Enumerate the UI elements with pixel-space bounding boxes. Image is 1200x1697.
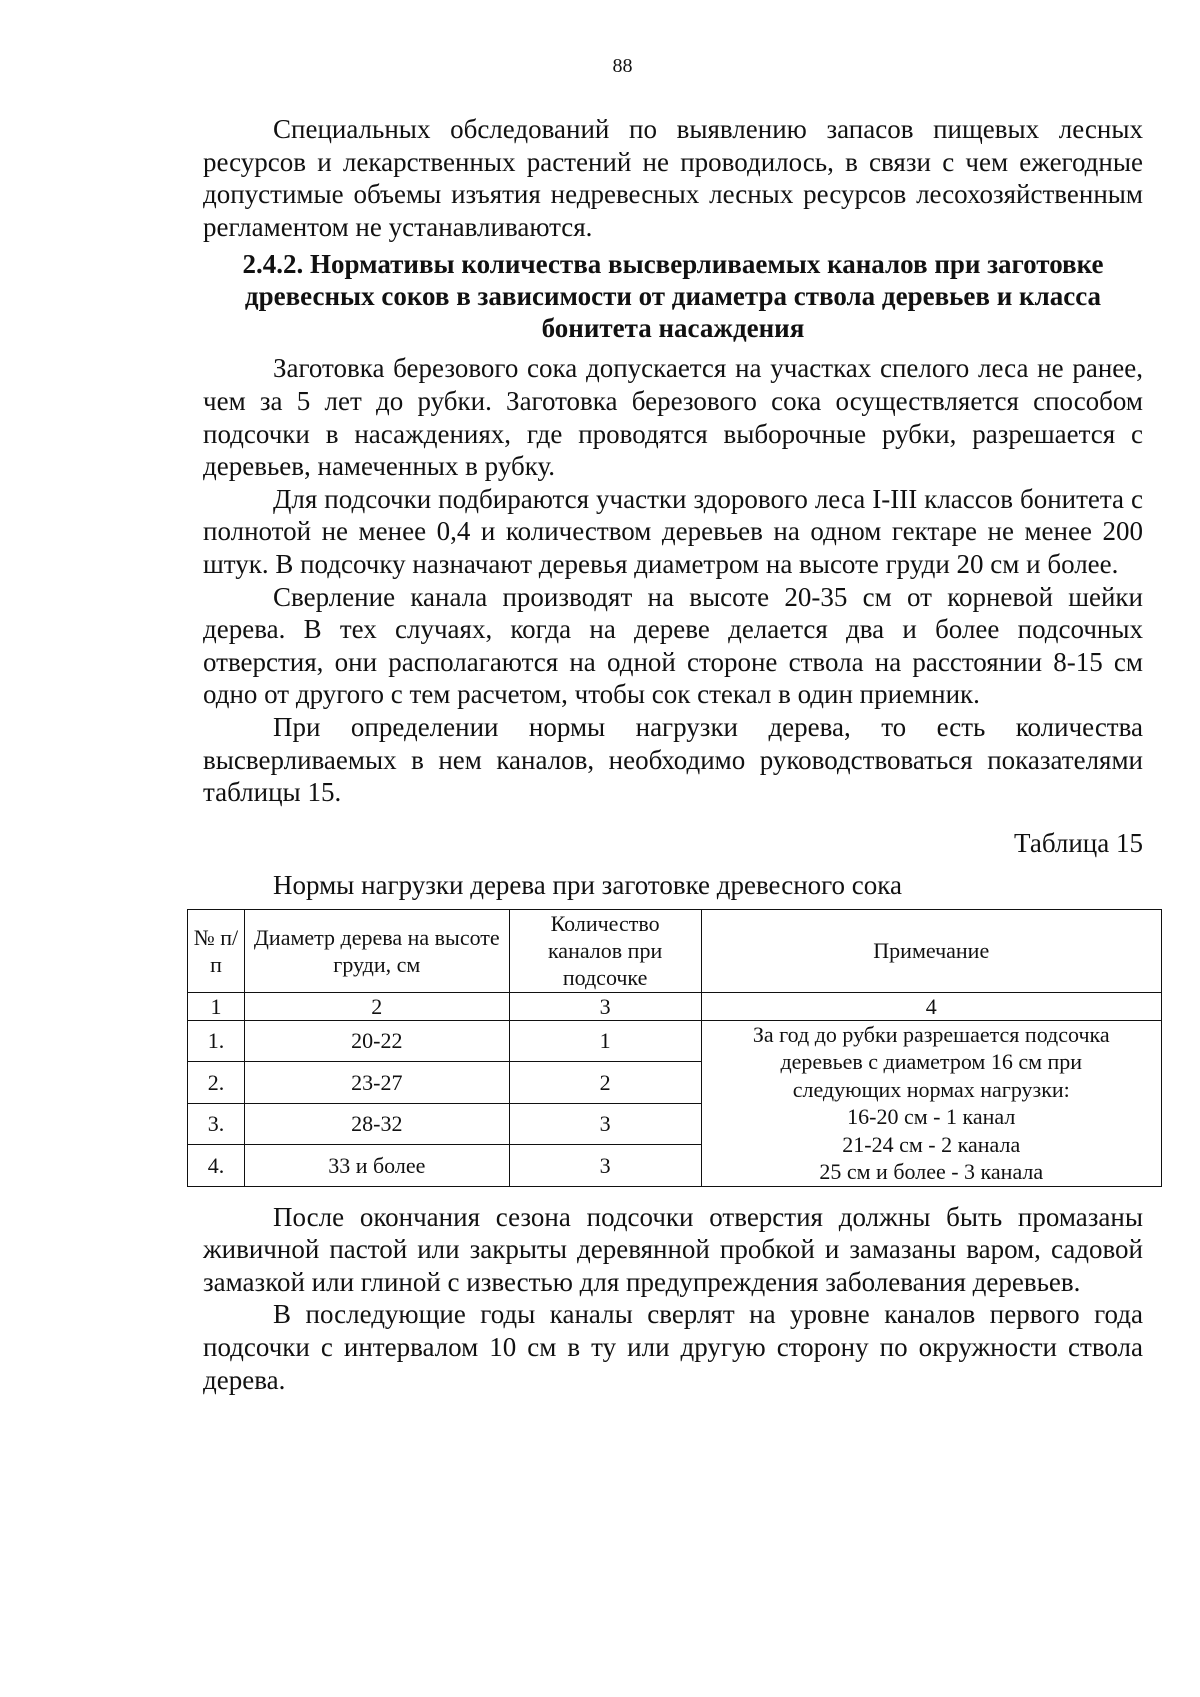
index-cell: 1	[188, 992, 245, 1020]
index-cell: 3	[509, 992, 701, 1020]
section-heading: 2.4.2. Нормативы количества высверливаемых каналов при заготовке древесных соков в зависимости от диаметра ствола деревьев и класса бонитета насаждения	[242, 249, 1104, 344]
row-channels: 2	[509, 1062, 701, 1104]
row-number: 4.	[188, 1145, 245, 1187]
row-number: 3.	[188, 1103, 245, 1145]
table-row	[188, 1020, 1162, 1062]
load-norms-table	[187, 909, 1162, 1187]
paragraph-load-norms: При определении нормы нагрузки дерева, то есть количества высверливаемых в нем каналов, необходимо руководствоваться показателями таблицы 15.	[203, 711, 1143, 808]
paragraph-intro: Специальных обследований по выявлению запасов пищевых лесных ресурсов и лекарственных растений не проводилось, в связи с чем ежегодные допустимые объемы изъятия недревесных лесных ресурсов лесохозяйственным регламентом не устанавливаются.	[203, 114, 1143, 242]
page-number: 88	[612, 55, 633, 77]
table-title: Нормы нагрузки дерева при заготовке древесного сока	[273, 869, 902, 900]
index-cell: 2	[244, 992, 509, 1020]
header-diameter: Диаметр дерева на высоте груди, см	[244, 909, 509, 992]
row-channels: 3	[509, 1145, 701, 1187]
note-line: 25 см и более - 3 канала	[819, 1159, 1044, 1185]
index-cell: 4	[701, 992, 1161, 1020]
paragraph-following-years: В последующие годы каналы сверлят на уровне каналов первого года подсочки с интервалом 10 см в ту или другую сторону по окружности ствола дерева.	[203, 1299, 1143, 1395]
note-line: 21-24 см - 2 канала	[842, 1131, 1021, 1157]
paragraph-after-season: После окончания сезона подсочки отверстия должны быть промазаны живичной пастой или закрыты деревянной пробкой и замазаны варом, садовой замазкой или глиной с известью для предупреждения заболевания деревьев.	[203, 1201, 1143, 1297]
row-diameter: 20-22	[244, 1020, 509, 1062]
note-line: 16-20 см - 1 канал	[847, 1104, 1016, 1130]
row-diameter: 28-32	[244, 1103, 509, 1145]
row-number: 2.	[188, 1062, 245, 1104]
header-channels: Количество каналов при подсочке	[509, 909, 701, 992]
row-number: 1.	[188, 1020, 245, 1062]
paragraph-sap-harvest: Заготовка березового сока допускается на участках спелого леса не ранее, чем за 5 лет до рубки. Заготовка березового сока осуществляется способом подсочки в насаждениях, где проводятся выборочные рубки, разрешается с деревьев, намеченных в рубку.	[203, 353, 1143, 482]
row-diameter: 23-27	[244, 1062, 509, 1104]
header-number: № п/п	[188, 909, 245, 992]
table-index-row	[188, 992, 1162, 1020]
note-line: За год до рубки разрешается подсочка	[752, 1021, 1110, 1047]
header-note: Примечание	[701, 909, 1161, 992]
paragraph-site-selection: Для подсочки подбираются участки здорового леса I-III классов бонитета с полнотой не менее 0,4 и количеством деревьев на одном гектаре не менее 200 штук. В подсочку назначают деревья диаметром на высоте груди 20 см и более.	[203, 483, 1143, 579]
note-line: деревьев с диаметром 16 см при	[780, 1049, 1083, 1075]
table-header-row	[188, 909, 1162, 992]
document-body	[193, 113, 1143, 1396]
note-line: следующих нормах нагрузки:	[792, 1076, 1070, 1102]
note-cell	[701, 1020, 1161, 1186]
row-channels: 3	[509, 1103, 701, 1145]
row-diameter: 33 и более	[244, 1145, 509, 1187]
row-channels: 1	[509, 1020, 701, 1062]
paragraph-drilling: Сверление канала производят на высоте 20-35 см от корневой шейки дерева. В тех случаях, когда на дереве делается два и более подсочных отверстия, они располагаются на одной стороне ствола на расстоянии 8-15 см одно от другого с тем расчетом, чтобы сок стекал в один приемник.	[203, 581, 1143, 710]
table-label: Таблица 15	[1014, 827, 1143, 858]
